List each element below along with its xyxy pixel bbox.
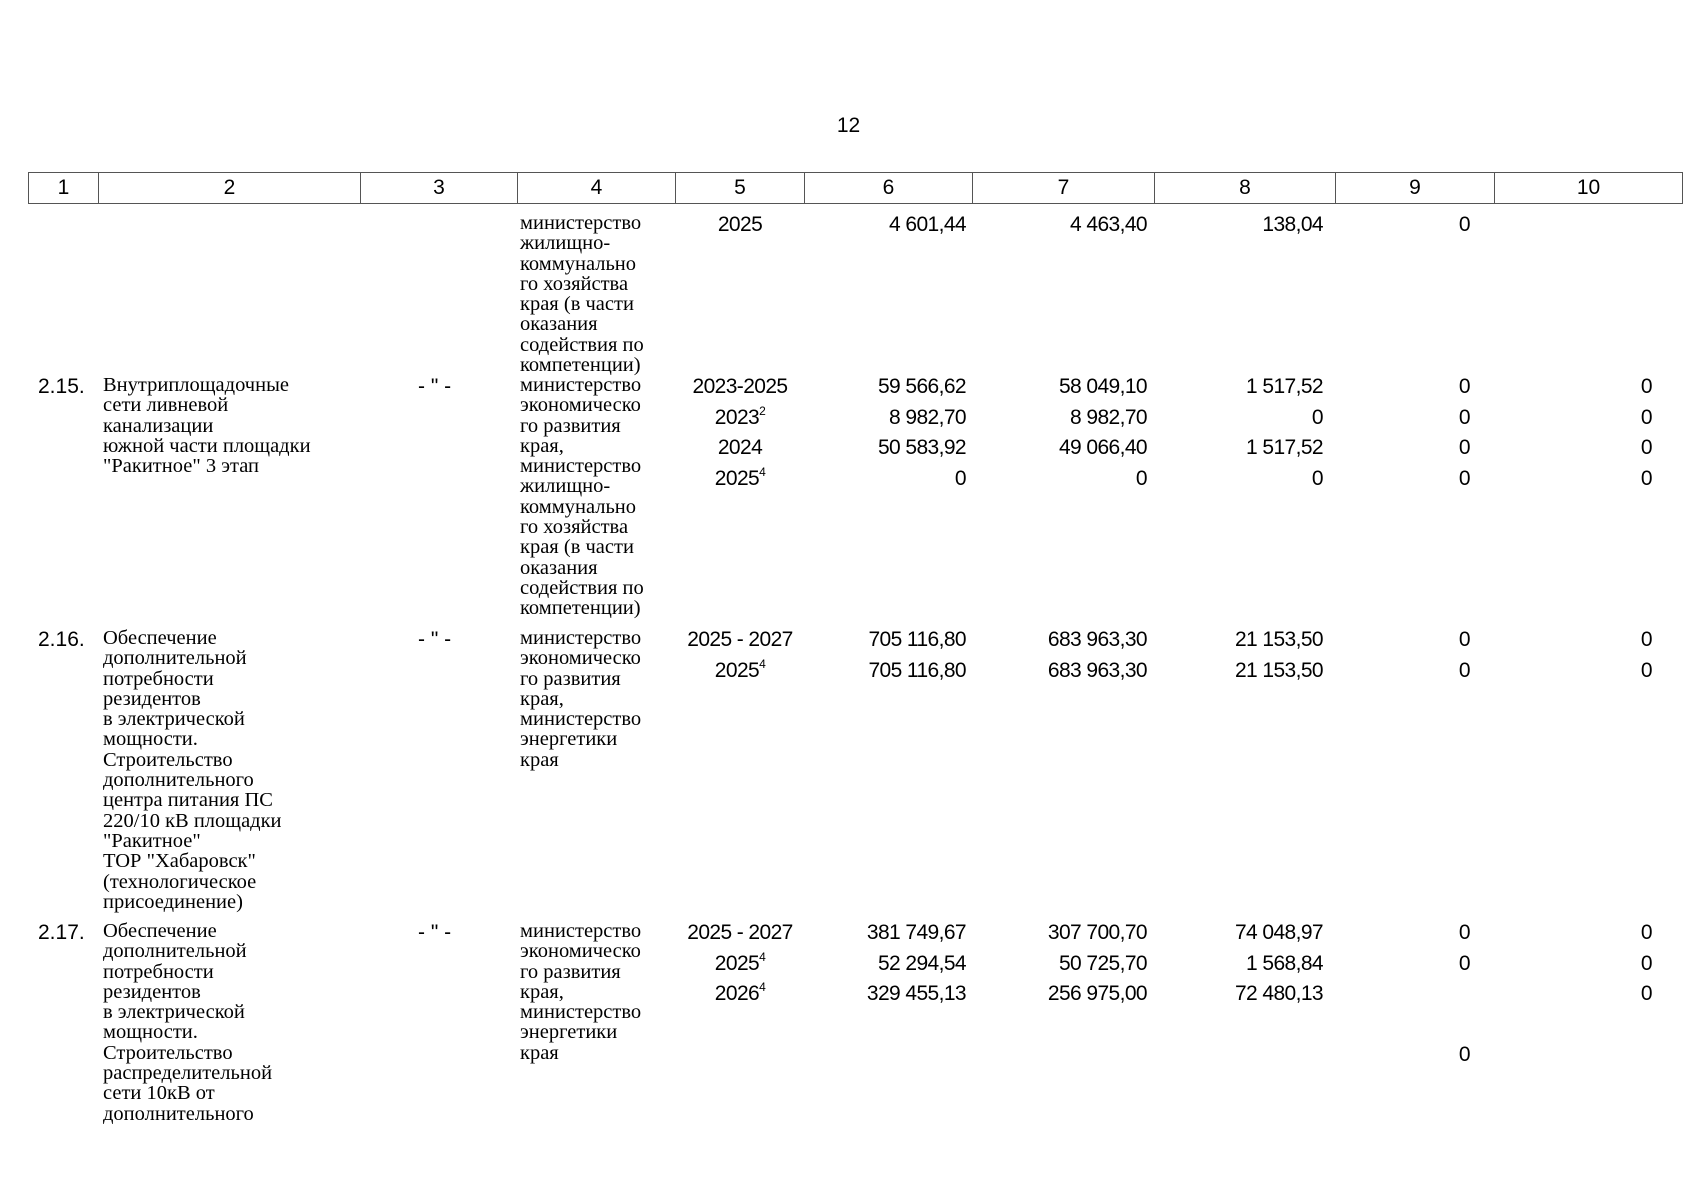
column-header-2: 2 xyxy=(99,173,361,203)
row-number: 2.15. xyxy=(38,375,85,398)
value-cell: 8 982,70 xyxy=(1070,405,1147,429)
column-6 xyxy=(835,918,966,1010)
year-text: 2025 xyxy=(717,213,763,236)
value-cell: 138,04 xyxy=(1262,213,1323,236)
value-cell: 0 xyxy=(1458,375,1470,398)
year-cell xyxy=(675,403,805,434)
column-6 xyxy=(835,625,966,686)
year-cell xyxy=(675,918,805,949)
year-cell xyxy=(675,656,805,687)
row-organization: министерство жилищно- коммунально го хозяйства края (в части оказания содействия по компетенции) xyxy=(520,212,644,377)
value-cell: 59 566,62 xyxy=(877,375,966,398)
value-cell: 72 480,13 xyxy=(1234,982,1323,1005)
value-cell: 0 xyxy=(1311,466,1323,490)
column-9 xyxy=(1420,918,1470,1071)
row-number: 2.17. xyxy=(38,921,85,944)
column-header-4: 4 xyxy=(518,173,676,203)
row-name: Обеспечение дополнительной потребности резидентов в электрической мощности. Строительство дополнительного центра питания ПС 220/10 кВ площадки "Ракитное" ТОР "Хабаровск" (технологическое присоединение) xyxy=(103,627,282,913)
row-name: Обеспечение дополнительной потребности резидентов в электрической мощности. Строительство распределительной сети 10кВ от дополнительного xyxy=(103,920,273,1125)
value-cell: 0 xyxy=(1640,375,1652,398)
year-cell xyxy=(675,625,805,656)
value-cell: 49 066,40 xyxy=(1058,436,1147,459)
column-header-5: 5 xyxy=(676,173,805,203)
value-cell xyxy=(1420,1010,1470,1041)
years-column xyxy=(675,625,805,686)
row-organization: министерство экономическо го развития края, министерство энергетики края xyxy=(520,920,642,1064)
column-10 xyxy=(1600,372,1652,494)
year-text: 2025 xyxy=(714,466,760,490)
value-cell xyxy=(1420,979,1470,1010)
year-cell xyxy=(675,949,805,980)
years-column xyxy=(675,210,805,241)
column-7 xyxy=(1010,625,1147,686)
value-cell: 0 xyxy=(1640,982,1652,1005)
column-header-row xyxy=(28,172,1683,204)
value-cell: 50 725,70 xyxy=(1058,951,1147,975)
year-text: 2025 xyxy=(714,658,760,682)
value-cell: 0 xyxy=(1458,628,1470,651)
value-cell: 0 xyxy=(1458,405,1470,429)
value-cell: 0 xyxy=(1458,921,1470,944)
value-cell: 1 517,52 xyxy=(1246,436,1323,459)
value-cell: 0 xyxy=(1640,436,1652,459)
column-7 xyxy=(1010,372,1147,494)
column-8 xyxy=(1180,372,1323,494)
row-name: Внутриплощадочные сети ливневой канализации южной части площадки "Ракитное" 3 этап xyxy=(103,374,311,478)
column-8 xyxy=(1180,210,1323,241)
value-cell: 0 xyxy=(954,466,966,490)
year-cell xyxy=(675,210,805,241)
value-cell: 705 116,80 xyxy=(868,658,966,682)
year-text: 2023 xyxy=(714,405,760,429)
column-9 xyxy=(1420,372,1470,494)
value-cell: 0 xyxy=(1458,1043,1470,1066)
footnote-mark: 4 xyxy=(759,980,766,994)
value-cell: 307 700,70 xyxy=(1047,921,1147,944)
column-8 xyxy=(1180,918,1323,1010)
value-cell: 0 xyxy=(1640,628,1652,651)
value-cell: 381 749,67 xyxy=(866,921,966,944)
value-cell: 4 463,40 xyxy=(1070,213,1147,236)
row-number: 2.16. xyxy=(38,628,85,651)
value-cell: 21 153,50 xyxy=(1234,628,1323,651)
value-cell: 0 xyxy=(1458,658,1470,682)
column-6 xyxy=(835,372,966,494)
column-header-8: 8 xyxy=(1155,173,1336,203)
year-cell xyxy=(675,433,805,464)
column-header-10: 10 xyxy=(1576,176,1601,199)
footnote-mark: 4 xyxy=(759,464,766,479)
value-cell: 0 xyxy=(1458,436,1470,459)
value-cell: 683 963,30 xyxy=(1047,658,1147,682)
value-cell: 0 xyxy=(1311,405,1323,429)
column-8 xyxy=(1180,625,1323,686)
year-cell xyxy=(675,979,805,1010)
row-organization: министерство экономическо го развития края, министерство жилищно- коммунально го хозяйства края (в части оказания содействия по компетенции) xyxy=(520,374,644,620)
column-9 xyxy=(1420,210,1470,241)
row-ditto: - " - xyxy=(418,921,452,944)
value-cell: 0 xyxy=(1640,921,1652,944)
year-text: 2026 xyxy=(714,982,760,1005)
year-text: 2025 - 2027 xyxy=(687,921,793,944)
row-organization: министерство экономическо го развития края, министерство энергетики края xyxy=(520,627,642,771)
column-6 xyxy=(835,210,966,241)
footnote-mark: 2 xyxy=(759,403,766,418)
value-cell: 4 601,44 xyxy=(889,213,966,236)
value-cell: 256 975,00 xyxy=(1047,982,1147,1005)
years-column xyxy=(675,372,805,494)
value-cell: 0 xyxy=(1458,213,1470,236)
row-ditto: - " - xyxy=(418,628,452,651)
value-cell: 52 294,54 xyxy=(877,951,966,975)
value-cell: 0 xyxy=(1640,466,1652,490)
value-cell: 21 153,50 xyxy=(1234,658,1323,682)
value-cell: 58 049,10 xyxy=(1058,375,1147,398)
column-header-7: 7 xyxy=(973,173,1155,203)
column-7 xyxy=(1010,918,1147,1010)
column-header-9: 9 xyxy=(1336,173,1495,203)
column-header-1: 1 xyxy=(29,173,99,203)
value-cell: 1 568,84 xyxy=(1246,951,1323,975)
column-10 xyxy=(1600,625,1652,686)
year-text: 2025 - 2027 xyxy=(687,628,793,651)
value-cell: 0 xyxy=(1640,951,1652,975)
value-cell: 329 455,13 xyxy=(866,982,966,1005)
column-10 xyxy=(1600,918,1652,1010)
row-ditto: - " - xyxy=(418,375,452,398)
column-header-3: 3 xyxy=(361,173,518,203)
column-7 xyxy=(1010,210,1147,241)
years-column xyxy=(675,918,805,1010)
footnote-mark: 4 xyxy=(759,949,766,964)
footnote-mark: 4 xyxy=(759,656,766,671)
year-text: 2023-2025 xyxy=(692,375,788,398)
page-number: 12 xyxy=(836,114,861,137)
value-cell: 0 xyxy=(1458,951,1470,975)
value-cell: 0 xyxy=(1640,405,1652,429)
column-header-6: 6 xyxy=(805,173,973,203)
value-cell: 8 982,70 xyxy=(889,405,966,429)
value-cell: 1 517,52 xyxy=(1246,375,1323,398)
year-cell xyxy=(675,372,805,403)
value-cell: 74 048,97 xyxy=(1234,921,1323,944)
value-cell: 0 xyxy=(1135,466,1147,490)
year-cell xyxy=(675,464,805,495)
value-cell: 50 583,92 xyxy=(877,436,966,459)
value-cell: 683 963,30 xyxy=(1047,628,1147,651)
column-9 xyxy=(1420,625,1470,686)
value-cell: 0 xyxy=(1458,466,1470,490)
year-text: 2024 xyxy=(717,436,763,459)
value-cell: 705 116,80 xyxy=(868,628,966,651)
year-text: 2025 xyxy=(714,951,760,975)
value-cell: 0 xyxy=(1640,658,1652,682)
